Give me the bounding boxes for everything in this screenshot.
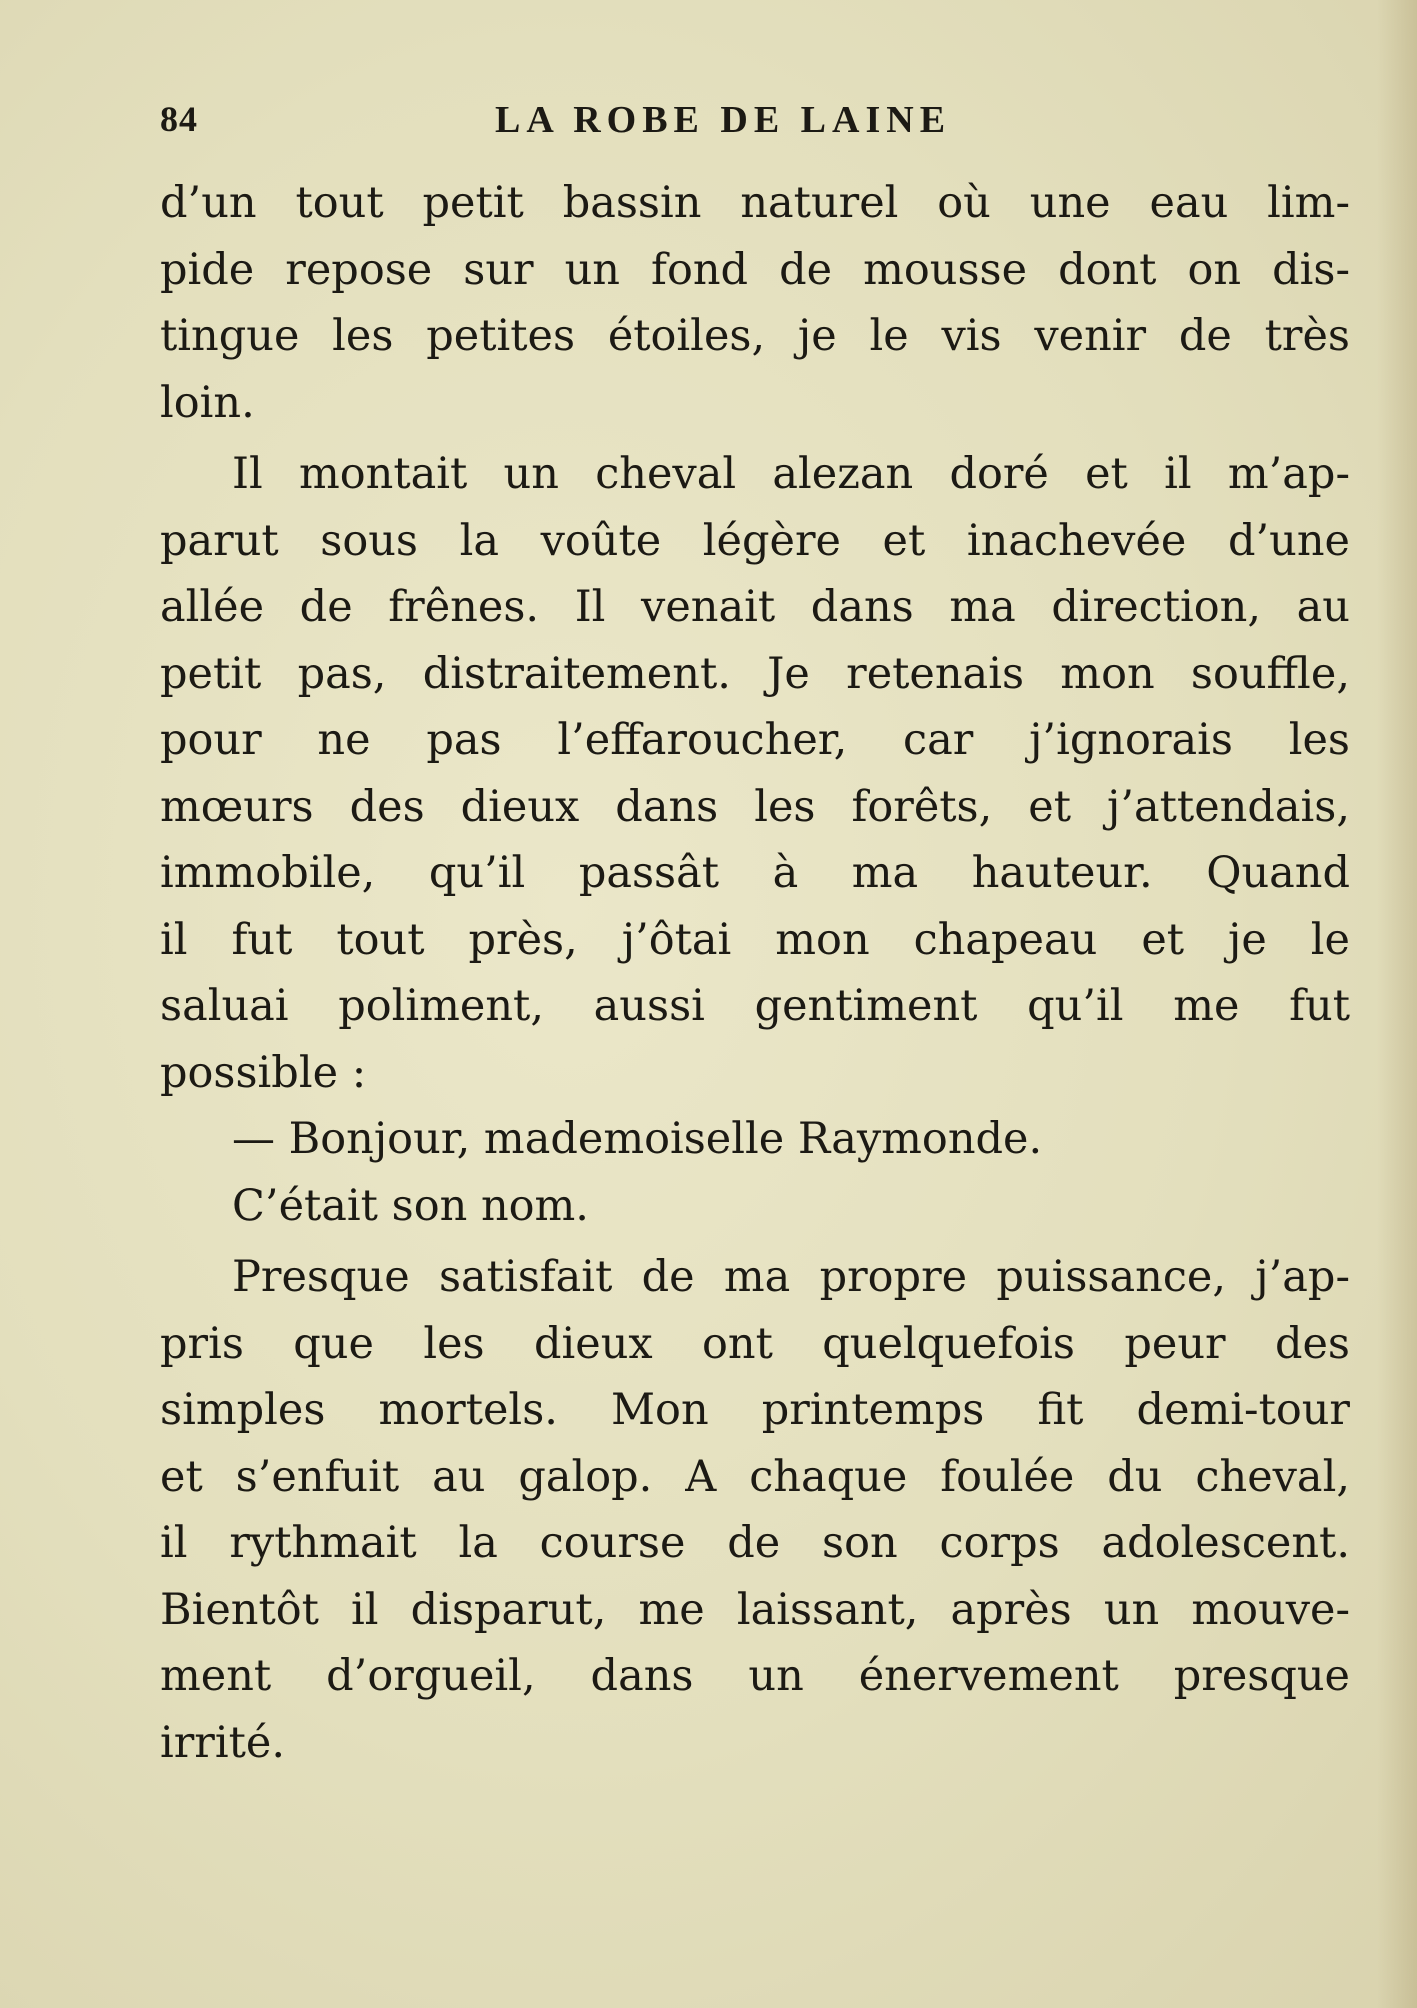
page-number: 84	[160, 99, 198, 139]
text-line: il fut tout près, j’ôtai mon chapeau et je le	[160, 914, 1350, 965]
text-line: saluai poliment, aussi gentiment qu’il me fut	[160, 981, 1350, 1031]
text-line: pide repose sur un fond de mousse dont on dis-	[160, 244, 1350, 295]
text-line: C’était son nom.	[232, 1180, 589, 1231]
text-line: mœurs des dieux dans les forêts, et j’attendais,	[160, 781, 1350, 832]
paragraph	[160, 1173, 1350, 1240]
text-line: parut sous la voûte légère et inachevée d’une	[160, 515, 1350, 566]
text-line: pour ne pas l’effaroucher, car j’ignorais les	[160, 715, 1350, 765]
text-line: simples mortels. Mon printemps fit demi-tour	[160, 1385, 1350, 1435]
text-line: loin.	[160, 377, 255, 428]
running-title: LA ROBE DE LAINE	[495, 99, 952, 141]
paragraph	[160, 1244, 1350, 1776]
paragraph	[160, 441, 1350, 1106]
text-line: tingue les petites étoiles, je le vis venir de très	[160, 311, 1350, 361]
text-line: Il montait un cheval alezan doré et il m’ap-	[232, 449, 1350, 499]
running-head	[160, 98, 1350, 148]
text-line: immobile, qu’il passât à ma hauteur. Quand	[160, 848, 1350, 898]
text-line: — Bonjour, mademoiselle Raymonde.	[232, 1114, 1043, 1164]
page-edge-shadow	[1377, 0, 1417, 2008]
text-line: petit pas, distraitement. Je retenais mon souffle,	[160, 648, 1350, 699]
text-line: il rythmait la course de son corps adolescent.	[160, 1518, 1350, 1568]
paragraph	[160, 170, 1350, 436]
text-line: Bientôt il disparut, me laissant, après un mouve-	[160, 1584, 1350, 1635]
text-line: allée de frênes. Il venait dans ma direction, au	[160, 582, 1350, 632]
text-line: irrité.	[160, 1717, 286, 1768]
text-line: pris que les dieux ont quelquefois peur des	[160, 1318, 1350, 1369]
paragraph	[160, 1106, 1350, 1173]
text-line: ment d’orgueil, dans un énervement presque	[160, 1651, 1350, 1701]
text-line: d’un tout petit bassin naturel où une eau lim-	[160, 178, 1350, 228]
body-text	[160, 170, 1350, 1776]
text-line: possible :	[160, 1047, 367, 1098]
text-line: Presque satisfait de ma propre puissance, j’ap-	[232, 1252, 1350, 1302]
text-line: et s’enfuit au galop. A chaque foulée du cheval,	[160, 1451, 1350, 1502]
